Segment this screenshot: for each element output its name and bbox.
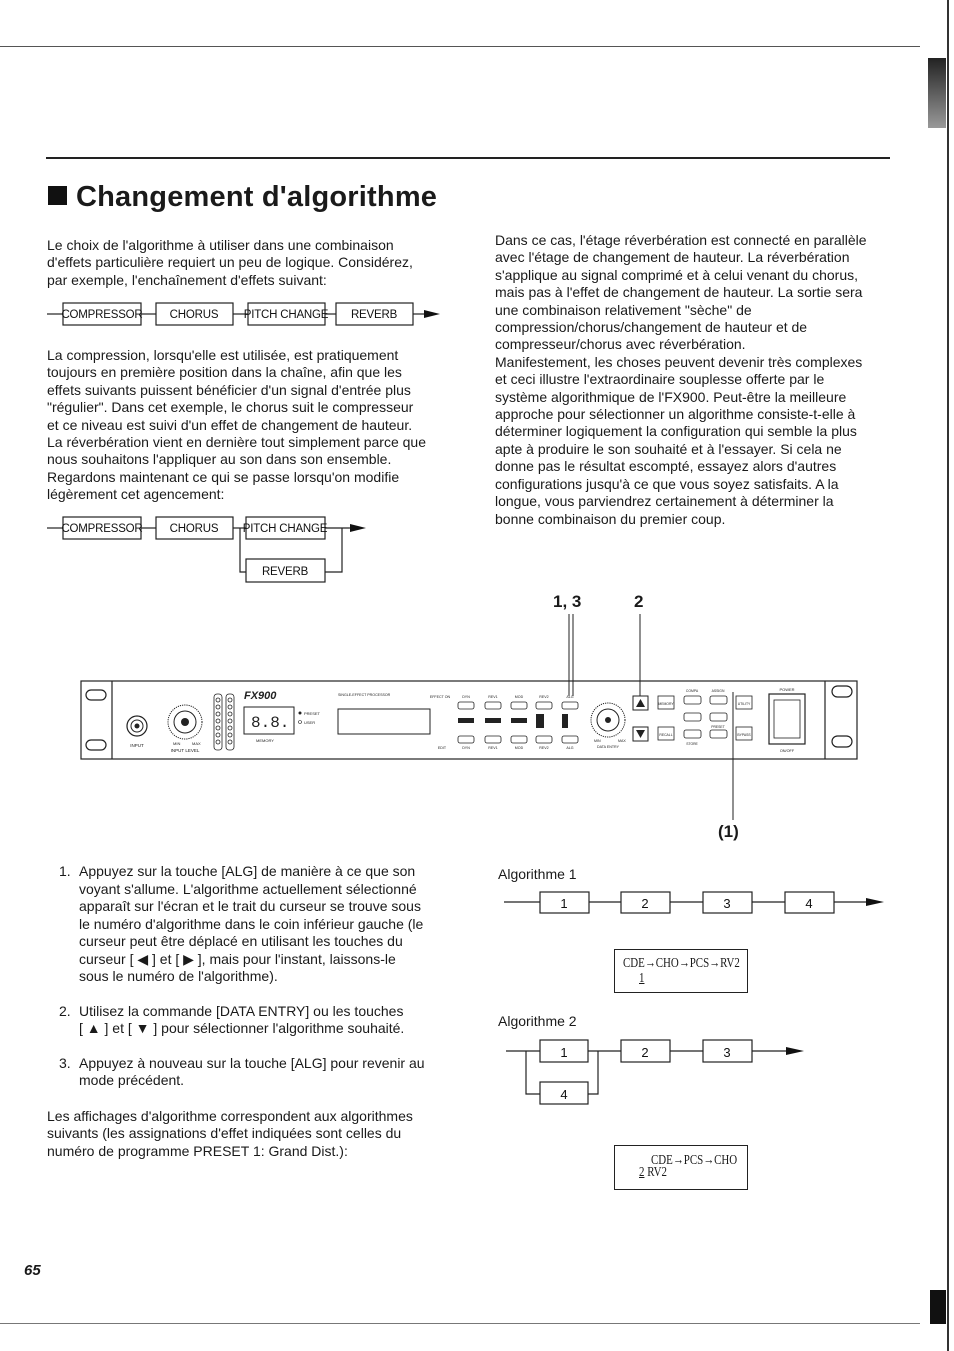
scan-edge-mark (930, 1290, 946, 1324)
algorithm-2-lcd (614, 1145, 748, 1190)
lcd-line-2 (639, 1166, 667, 1180)
text-line: mais pas à l'effet de changement de hauteur. La sortie sera (495, 284, 863, 301)
section-rule (46, 157, 890, 159)
rev2-on-button[interactable] (536, 702, 552, 709)
bottom-rule (0, 1323, 920, 1324)
compare-label: COMPA (685, 689, 699, 693)
explanation-paragraph (47, 347, 426, 504)
text-line: numéro de programme PRESET 1: Grand Dist.): (47, 1142, 348, 1159)
text-line: compression/chorus/changement de hauteur et de (495, 319, 808, 336)
text-line: Appuyez sur la touche [ALG] de manière à ce que son (79, 863, 416, 879)
text-line: Dans ce cas, l'étage réverbération est connecté en parallèle (495, 232, 867, 248)
text-line: apte à produire le son souhaité et à l'essayer. Si cela ne (495, 440, 842, 457)
block-number: 4 (805, 896, 813, 911)
text-line: longue, vous parviendrez certainement à déterminer la (495, 493, 834, 510)
rev1-on-button[interactable] (485, 702, 501, 709)
text-line: apparaît sur l'écran et le trait du curseur se trouve sous (79, 898, 421, 914)
text-line: mode précédent. (79, 1072, 185, 1088)
panel-subtitle: SINGLE-EFFECT PROCESSOR (338, 693, 391, 697)
block-chorus: CHORUS (169, 523, 219, 535)
user-indicator: USER (304, 720, 316, 725)
data-entry-label: DATA ENTRY (597, 745, 619, 749)
text-line: et ceci illustre l'extraordinaire souplesse offerte par le (495, 371, 825, 388)
callout-step-2: 2 (634, 592, 644, 611)
scan-edge-mark (928, 58, 946, 128)
text-line: Appuyez à nouveau sur la touche [ALG] pour revenir au (79, 1054, 425, 1071)
block-compressor: COMPRESSOR (61, 309, 143, 321)
algorithm-2-diagram (500, 1032, 810, 1112)
arrow-icon (786, 1047, 804, 1055)
block-number: 3 (723, 896, 731, 911)
text-line: par exemple, l'enchaînement d'effets suivant: (47, 271, 327, 288)
input-label: INPUT (130, 743, 144, 748)
recall-label: RECALL (659, 733, 673, 737)
text-line: le numéro d'algorithme dans le coin inférieur gauche (le (79, 915, 424, 932)
store-label: STORE (686, 742, 698, 746)
arrow-icon (350, 524, 366, 532)
algorithm-1-diagram (500, 886, 890, 922)
closing-paragraph (47, 1108, 413, 1160)
mod-edit-label: MOD (514, 746, 524, 750)
lcd-line-2-text: RV2 (647, 1165, 667, 1180)
on-off-label: ON/OFF (779, 749, 795, 753)
rev1-edit-button[interactable] (485, 736, 501, 743)
text-line: Regardons maintenant ce qui se passe lorsqu'on modifie (47, 468, 400, 485)
page-edge (947, 0, 949, 1351)
text-line: effets suivants puissent bénéficier d'un signal d'entrée plus (47, 381, 411, 398)
bypass-label: BYPASS (737, 733, 751, 737)
top-rule (0, 46, 920, 47)
input-jack-icon (127, 716, 147, 736)
preset-button[interactable] (710, 730, 727, 738)
text-line: [ ▲ ] et [ ▼ ] pour sélectionner l'algorithme souhaité. (79, 1020, 405, 1036)
text-line: sous le numéro de l'algorithme). (79, 968, 278, 984)
lcd-line-1: CDE→CHO→PCS→RV2 (623, 956, 740, 971)
mod-edit-button[interactable] (511, 736, 527, 743)
lcd-algorithm-number: 1 (639, 971, 645, 986)
store-button[interactable] (684, 730, 701, 738)
fx900-front-panel (80, 680, 858, 760)
text-line: et ce niveau est suivi d'un effet de changement de hauteur. (47, 416, 413, 433)
step-number: 3. (59, 1054, 71, 1071)
page-title (48, 181, 437, 214)
text-line: bonne combinaison du premier coup. (495, 510, 726, 527)
text-line: La réverbération vient en dernière tout simplement parce que (47, 434, 426, 451)
rev2-edit-label: REV2 (539, 746, 549, 750)
dyn-on-button[interactable] (458, 702, 474, 709)
block-number: 4 (560, 1087, 568, 1102)
algorithm-2-title: Algorithme 2 (498, 1013, 577, 1029)
text-line: La compression, lorsqu'elle est utilisée, est pratiquement (47, 347, 399, 363)
text-line: voyant s'allume. L'algorithme actuellement sélectionné (79, 880, 417, 897)
effect-chain-series-diagram (44, 298, 444, 330)
preset-button-label: PRESET (711, 725, 725, 729)
lcd-algorithm-number: 2 (639, 1165, 645, 1180)
text-line: suivants (les assignations d'effet indiquées sont celles du (47, 1125, 402, 1142)
block-number: 1 (560, 1045, 568, 1060)
text-line: système algorithmique de l'FX900. Peut-être la meilleure (495, 388, 847, 405)
preset-indicator: PRESET (304, 711, 321, 716)
data-max-label: MAX (618, 739, 626, 743)
compare-button[interactable] (684, 696, 701, 704)
alg-edit-button[interactable] (562, 736, 578, 743)
block-pitch-change: PITCH CHANGE (242, 523, 328, 535)
max-label: MAX (192, 741, 201, 746)
rev2-edit-button[interactable] (536, 736, 552, 743)
lcd-screen (338, 709, 430, 734)
block-chorus: CHORUS (169, 309, 219, 321)
rev1-label: REV1 (488, 695, 498, 699)
alg-on-button[interactable] (562, 702, 578, 709)
step-number: 2. (59, 1002, 71, 1019)
algorithm-1-lcd (614, 949, 748, 993)
input-level-label: INPUT LEVEL (170, 748, 200, 753)
page-title-text: Changement d'algorithme (76, 181, 438, 213)
mod-label: MOD (514, 695, 524, 699)
page-number: 65 (24, 1262, 41, 1279)
text-line: approche pour sélectionner un algorithme consiste-t-elle à (495, 406, 856, 423)
block-pitch-change: PITCH CHANGE (243, 309, 329, 321)
block-reverb: REVERB (350, 309, 398, 321)
block-number: 2 (641, 896, 649, 911)
text-line: donne pas le résultat escompté, essayez alors d'autres (495, 458, 837, 475)
block-reverb: REVERB (261, 566, 309, 578)
data-entry-knob-icon[interactable] (591, 703, 625, 737)
intro-paragraph (47, 237, 413, 289)
text-line: compresseur/chorus avec réverbération. (495, 336, 746, 353)
title-bullet-icon (48, 186, 67, 205)
callout-steps-1-3: 1, 3 (553, 592, 582, 611)
effect-chain-parallel-diagram (44, 512, 374, 598)
assign-button[interactable] (710, 696, 727, 704)
memory-label: MEMORY (256, 738, 274, 743)
text-line: curseur peut être déplacé en utilisant les touches du (79, 933, 403, 949)
effect-indicator-row (458, 714, 568, 728)
power-switch-rocker (774, 700, 800, 738)
block-number: 2 (641, 1045, 649, 1060)
text-line: Utilisez la commande [DATA ENTRY] ou les touches (79, 1002, 404, 1019)
dyn-edit-label: DYN (462, 746, 470, 750)
mod-on-button[interactable] (511, 702, 527, 709)
dyn-edit-button[interactable] (458, 736, 474, 743)
text-line: Le choix de l'algorithme à utiliser dans une combinaison (47, 237, 394, 253)
step-item (47, 1003, 467, 1038)
lcd-line-1: CDE→PCS→CHO (651, 1153, 738, 1168)
memory-button-label: MEMORY (658, 702, 674, 706)
text-line: "régulier". Dans cet exemple, le chorus suit le compresseur (47, 399, 414, 416)
assign-label: ASSIGN (711, 689, 725, 693)
level-meter (214, 694, 234, 750)
arrow-icon (424, 310, 440, 318)
min-label: MIN (173, 741, 181, 746)
algorithm-1-title: Algorithme 1 (498, 866, 577, 882)
rev1-edit-label: REV1 (488, 746, 498, 750)
callout-step-1-sub: (1) (718, 822, 739, 841)
text-line: avec l'étage de changement de hauteur. La réverbération (495, 249, 850, 266)
input-level-knob-icon (168, 705, 202, 739)
data-min-label: MIN (594, 739, 601, 743)
arrow-icon (866, 898, 884, 906)
cursor-left-button[interactable] (684, 713, 701, 721)
effect-on-label: EFFECT ON (429, 695, 451, 699)
text-line: toujours en première position dans la chaîne, afin que les (47, 364, 402, 381)
block-compressor: COMPRESSOR (61, 523, 143, 535)
alg-label: ALG (566, 695, 574, 699)
block-number: 3 (723, 1045, 731, 1060)
step-item (47, 863, 467, 986)
step-number: 1. (59, 863, 71, 879)
brand-logo: FX900 (244, 690, 277, 702)
text-line: Manifestement, les choses peuvent devenir très complexes (495, 353, 863, 370)
memory-display-digits: 8.8. (251, 714, 290, 732)
text-line: curseur [ ◀ ] et [ ▶ ], mais pour l'instant, laissons-le (79, 950, 396, 967)
block-number: 1 (560, 896, 568, 911)
text-line: s'applique au signal comprimé et à celui venant du chorus, (495, 266, 858, 283)
utility-label: UTILITY (737, 702, 751, 706)
edit-label: EDIT (437, 746, 447, 750)
cursor-right-button[interactable] (710, 713, 727, 721)
power-switch[interactable] (769, 694, 805, 744)
text-line: déterminer logiquement la configuration qui semble la plus (495, 423, 857, 440)
alg-edit-label: ALG (566, 746, 574, 750)
text-line: Les affichages d'algorithme correspondent aux algorithmes (47, 1108, 413, 1124)
steps-list (47, 863, 467, 1107)
text-line: d'effets particulière requiert un peu de logique. Considérez, (47, 254, 413, 271)
power-label: POWER (779, 687, 795, 692)
text-line: légèrement cet agencement: (47, 486, 225, 503)
step-item (47, 1055, 467, 1090)
text-line: configurations jusqu'à ce que vous soyez satisfaits. A la (495, 475, 839, 492)
text-line: nous souhaitons l'appliquer au son dans son ensemble. (47, 451, 392, 468)
dyn-label: DYN (462, 695, 470, 699)
right-column-paragraph (495, 232, 867, 528)
text-line: une combinaison relativement "sèche" de (495, 301, 752, 318)
rev2-label: REV2 (539, 695, 549, 699)
